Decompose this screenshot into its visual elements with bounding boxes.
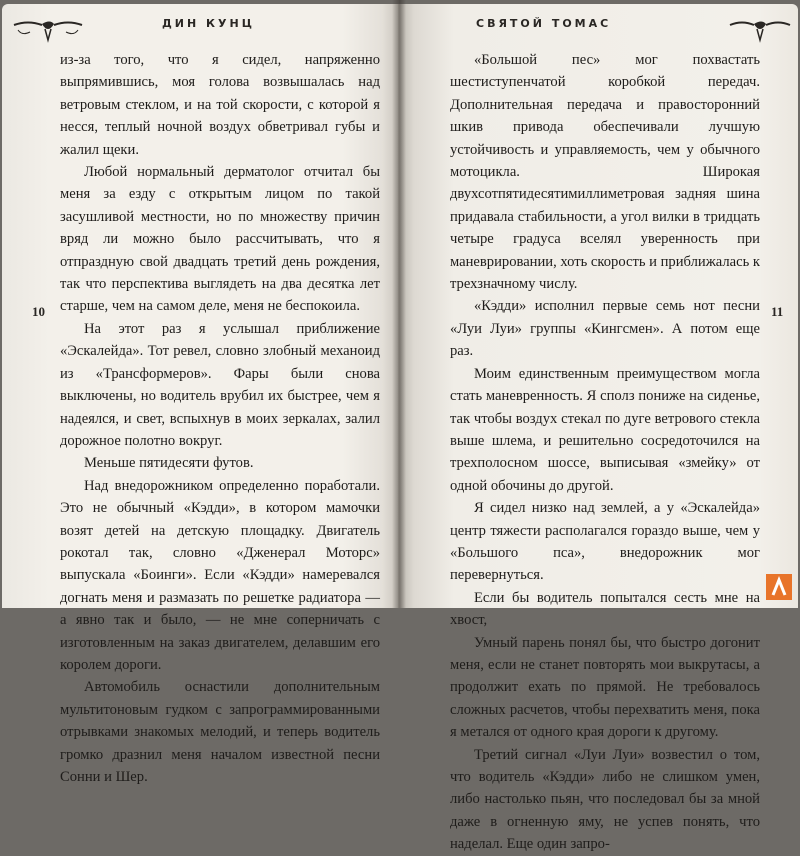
- page-number: 11: [771, 304, 784, 319]
- running-head: СВЯТОЙ ТОМАС: [476, 17, 612, 30]
- paragraph: Над внедорожником определенно поработали. Это не обычный «Кэдди», в котором мамочки возят детей на детскую площадку. Двигатель рокотал так, словно «Дженерал Моторс» выпускала «Боинги». Если «Кэдди» намеревался догнать меня и размазать по решетке радиатора — а явно так и было, — не мне соперничать с изготовленным на заказ двигателем, делавшим его королем дороги.: [60, 477, 380, 673]
- body-text: [450, 49, 760, 856]
- left-page: [2, 4, 398, 785]
- right-page: [398, 4, 798, 853]
- paragraph: «Кэдди» исполнил первые семь нот песни «Луи Луи» группы «Кингсмен». А потом еще раз.: [450, 298, 760, 360]
- labirint-logo-icon: [769, 577, 789, 597]
- paragraph: Я сидел низко над землей, а у «Эскалейда» центр тяжести располагался гораздо выше, чем у «Большого пса», внедорожник мог перевернуться.: [450, 500, 760, 584]
- paragraph: На этот раз я услышал приближение «Эскалейда». Тот ревел, словно злобный механоид из «Трансформеров». Фары были снова выключены, но водитель врубил их быстрее, чем я надеялся, и свет, вспыхнув в моих зеркалах, залил дорожное полотно вокруг.: [60, 320, 380, 449]
- page-number: 10: [32, 304, 45, 319]
- paragraph: Моим единственным преимуществом могла стать маневренность. Я сполз пониже на сиденье, так чтобы воздух стекал по дуге ветрового стекла выше шлема, и решительно сосредоточился на трехполосном шоссе, выписывая «змейку» от одной обочины до другой.: [450, 365, 760, 494]
- paragraph: Меньше пятидесяти футов.: [84, 455, 254, 472]
- paragraph: Третий сигнал «Луи Луи» возвестил о том, что водитель «Кэдди» либо не слишком умен, либо настолько пьян, что последовал бы за мной даже в огненную яму, не успев понять, что наделал. Еще один запро-: [450, 746, 760, 853]
- body-text: [60, 49, 380, 788]
- paragraph: из-за того, что я сидел, напряженно выпрямившись, моя голова возвышалась над ветровым стеклом, и на той скорости, с которой я несся, теплый ночной воздух обветривал губы и жалил щеки.: [60, 52, 380, 158]
- publisher-logo: [766, 574, 792, 600]
- paragraph: Любой нормальный дерматолог отчитал бы меня за езду с открытым лицом по такой засушливой местности, но по множеству причин вряд ли можно было рассчитывать, что я отпраздную свой двадцать третий день рождения, так что перспектива выглядеть на два десятка лет старше, чем на самом деле, меня не беспокоила.: [60, 164, 380, 315]
- paragraph: Умный парень понял бы, что быстро догонит меня, если не станет повторять мои выкрутасы, а продолжит ехать по прямой. Не требовалось сложных расчетов, чтобы перехватить меня, пока я метался от одного края дороги к другому.: [450, 634, 760, 741]
- running-head: ДИН КУНЦ: [162, 17, 255, 30]
- paragraph: «Большой пес» мог похвастать шестиступенчатой коробкой передач. Дополнительная передача и правосторонний шкив привода обеспечивали лучшую устойчивость и управляемость, чем у обычного мотоцикла. Широкая двухсотпятидесятимиллиметровая задняя шина придавала стабильности, а угол вилки в тридцать четыре градуса вселял уверенность при маневрировании, хоть скорость и приближалась к трехзначному числу.: [450, 52, 761, 293]
- paragraph: Автомобиль оснастили дополнительным мультитоновым гудком с запрограммированными отрывками знакомых мелодий, и теперь водитель громко дразнил меня началом известной песни Сонни и Шер.: [60, 679, 380, 785]
- paragraph: Если бы водитель попытался сесть мне на хвост,: [450, 589, 760, 629]
- bull-skull-ornament-icon: [728, 16, 792, 42]
- bull-skull-ornament-icon: [12, 16, 84, 42]
